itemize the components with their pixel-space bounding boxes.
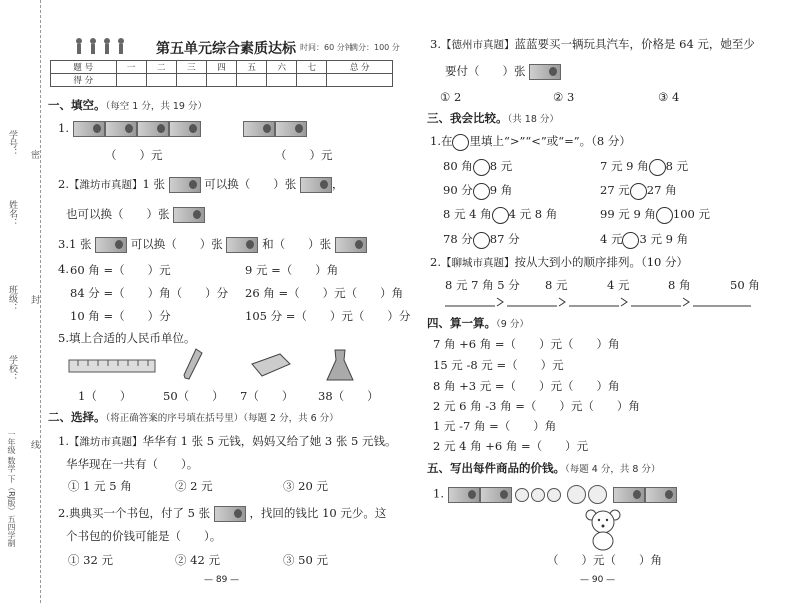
score-cell: 三 [176,61,206,74]
ordering-answer-line[interactable] [445,295,765,309]
score-input-cell[interactable] [206,74,236,87]
q1-3-row [58,236,367,253]
score-input-cell[interactable] [297,74,327,87]
order-item: 8 元 7 角 5 分 [445,278,520,292]
compare-right: 27 角 [646,183,677,197]
question-text: 填上合适的人民币单位。 [68,331,196,345]
seal-mark-2: 封 [29,295,39,304]
source-tag: 【德州市真题】 [440,39,515,51]
compare-item [600,182,677,200]
question-text: ，找回的钱比 10 元少。这 [249,506,387,520]
question-number: 1. [430,134,441,148]
unit-blank[interactable]: 38（ ） [318,389,379,403]
full-score: 满分：100 分 [350,43,400,52]
section-note: （每空 1 分，共 19 分） [105,101,207,112]
compare-item [600,231,688,249]
section-5-heading [427,460,660,476]
name-label: 姓名： [7,200,17,227]
question-number: 2. [430,255,441,269]
q2-2-row [58,505,386,522]
compare-item [443,158,512,176]
option[interactable]: ② 2 元 [175,479,213,493]
banknote-icon [173,207,205,223]
banknote-icon [529,64,561,80]
compare-circle[interactable] [473,159,490,176]
banknote-icon [137,121,169,137]
compare-right: 8 元 [665,159,689,173]
compare-left: 4 元 [600,232,623,246]
student-id-label: 学号： [7,130,17,157]
unit-blank[interactable]: 7（ ） [240,389,294,403]
order-item: 4 元 [607,278,630,292]
compare-right: 3 元 9 角 [639,232,689,246]
q1-2-row [58,176,343,193]
compare-circle[interactable] [656,207,673,224]
score-cell: 五 [237,61,267,74]
calc-item[interactable]: 2 元 6 角 -3 角 =（ ）元（ ）角 [433,399,640,413]
question-text: 和（ ）张 [262,237,332,251]
question-text: 可以换（ ）张 [130,237,223,251]
question-text: 华华现在一共有（ ）。 [66,457,199,471]
banknote-icon [613,487,645,503]
q2-3-row-b [445,63,561,80]
compare-item [443,231,520,249]
banknote-icon [335,237,367,253]
compare-circle[interactable] [473,183,490,200]
banknote-icon [226,237,258,253]
compare-right: 87 分 [489,232,520,246]
right-page [405,0,800,603]
score-input-cell[interactable] [327,74,393,87]
question-number: 3. [58,237,69,251]
compare-left: 27 元 [600,183,630,197]
compare-item [600,158,688,176]
score-input-cell[interactable] [146,74,176,87]
option[interactable]: ① 2 [440,90,462,104]
order-item: 8 角 [668,278,691,292]
order-item: 8 元 [545,278,568,292]
banknote-icon [448,487,480,503]
banknote-icon [95,237,127,253]
score-table [50,60,393,87]
score-cell: 一 [116,61,146,74]
coin-icon [515,488,529,502]
compare-item [600,206,710,224]
section-title: 四、算一算。 [427,316,496,330]
question-text: 个书包的价钱可能是（ ）。 [66,529,222,543]
score-cell: 二 [146,61,176,74]
question-number: 1. [58,121,69,135]
compare-circle[interactable] [649,159,666,176]
page-number: — 89 — [204,575,240,585]
banknote-icon [243,121,275,137]
compare-left: 99 元 9 角 [600,207,656,221]
question-number: 3. [430,37,441,51]
question-number: 2. [58,506,69,520]
compare-circle[interactable] [473,232,490,249]
question-text: 按从大到小的顺序排列。（10 分） [514,255,689,269]
pencil-icon [182,348,204,382]
banknote-icon [300,177,332,193]
score-cell: 七 [297,61,327,74]
option[interactable]: ① 1 元 5 角 [68,479,132,493]
compare-circle[interactable] [622,232,639,249]
source-tag: 【潍坊市真题】 [68,436,143,448]
question-text: 1 张 [68,237,92,251]
question-text: 华华有 1 张 5 元钱，妈妈又给了她 3 张 5 元钱。 [142,434,397,448]
coin-icon [567,485,586,504]
conversion-item[interactable]: 9 元 =（ ）角 [245,263,339,277]
tissue-pack-icon [250,352,292,378]
section-1-heading [48,97,207,113]
question-number: 4. [58,262,69,276]
time-limit: 时间：60 分钟 [300,43,353,52]
q5-1-money-row [433,485,677,504]
section-note: （共 18 分） [507,114,559,125]
option[interactable]: ① 32 元 [68,553,113,567]
banknote-icon [105,121,137,137]
conversion-item[interactable]: 105 分 =（ ）元（ ）分 [245,309,411,323]
conversion-item[interactable]: 26 角 =（ ）元（ ）角 [245,286,404,300]
option[interactable]: ③ 50 元 [283,553,328,567]
score-cell: 题 号 [51,61,117,74]
section-title: 一、填空。 [48,98,106,112]
question-number: 2. [58,177,69,191]
compare-left: 80 角 [443,159,473,173]
section-2-heading [48,409,339,425]
source-tag: 【潍坊市真题】 [68,179,143,191]
option[interactable]: ③ 20 元 [283,479,328,493]
calc-item[interactable]: 8 角 +3 元 =（ ）元（ ）角 [433,379,620,393]
school-label: 学校： [7,355,17,382]
calc-item[interactable]: 2 元 4 角 +6 角 =（ ）元 [433,439,589,453]
calc-item[interactable]: 15 元 -8 元 =（ ）元 [433,358,564,372]
q1-1-notes [243,121,307,137]
banknote-icon [645,487,677,503]
score-cell: 六 [267,61,297,74]
answer-blank[interactable]: （ ）元 [275,148,333,162]
question-text: 在 [440,134,453,148]
compare-left: 8 元 4 角 [443,207,492,221]
q1-2-row-b [66,206,205,223]
compare-right: 4 元 8 角 [508,207,558,221]
kids-illustration-icon [72,36,128,58]
section-4-heading [427,315,529,331]
seal-mark: 密 [29,150,39,159]
score-input-cell[interactable] [237,74,267,87]
banknote-icon [169,121,201,137]
q3-2-row [430,254,688,270]
section-note: （9 分） [496,319,529,330]
score-cell: 总 分 [327,61,393,74]
score-input-cell[interactable] [267,74,297,87]
conversion-item[interactable]: 10 角 =（ ）分 [70,309,171,323]
question-text: 蓝蓝要买一辆玩具汽车，价格是 64 元，她至少 [514,37,755,51]
section-title: 三、我会比较。 [427,111,508,125]
option[interactable]: ② 3 [553,90,575,104]
conversion-item[interactable]: 60 角 =（ ）元 [70,263,171,277]
score-table-header-row [51,61,393,74]
score-cell: 得 分 [51,74,117,87]
coin-icon [547,488,561,502]
compare-left: 78 分 [443,232,473,246]
question-number: 1. [433,486,444,501]
question-number: 5. [58,331,69,345]
calc-item[interactable]: 1 元 -7 角 =（ ）角 [433,419,557,433]
binding-gutter [0,0,41,603]
compare-left: 7 元 9 角 [600,159,649,173]
question-number: 1. [58,434,69,448]
class-label: 班级： [7,285,17,312]
compare-item [443,182,512,200]
section-note: （将正确答案的序号填在括号里）（每题 2 分，共 6 分） [105,413,339,424]
banknote-icon [214,506,246,522]
banknote-icon [73,121,105,137]
order-item: 50 角 [730,278,760,292]
q1-1-row [58,121,201,137]
compare-left: 90 分 [443,183,473,197]
calc-item[interactable]: 7 角 +6 角 =（ ）元（ ）角 [433,337,620,351]
answer-blank[interactable]: （ ）元 [105,148,163,162]
dress-icon [325,348,355,382]
unit-blank[interactable]: 1（ ） [78,389,132,403]
page-title: 第五单元综合素质达标 [156,41,296,57]
compare-right: 8 元 [489,159,513,173]
compare-circle[interactable] [630,183,647,200]
unit-blank[interactable]: 50（ ） [163,389,224,403]
q2-1-row [58,433,397,449]
option[interactable]: ② 42 元 [175,553,220,567]
banknote-icon [275,121,307,137]
coin-icon [588,485,607,504]
q3-1-row [430,133,631,151]
question-text: 要付（ ）张 [445,64,526,78]
compare-circle[interactable] [492,207,509,224]
question-text: 可以换（ ）张 [204,177,297,191]
question-text: 里填上“>”“<”或“=”。（8 分） [469,134,631,148]
score-input-cell[interactable] [116,74,146,87]
option[interactable]: ③ 4 [658,90,680,104]
banknote-icon [169,177,201,193]
source-tag: 【聊城市真题】 [440,257,515,269]
question-text: 1 张 [142,177,165,191]
section-title: 五、写出每件商品的价钱。 [427,461,565,475]
banknote-icon [480,487,512,503]
section-note: （每题 4 分，共 8 分） [565,464,661,475]
circle-blank-icon [452,134,469,151]
compare-right: 9 角 [489,183,513,197]
question-text: 典典买一个书包，付了 5 张 [68,506,211,520]
ruler-icon [68,358,158,374]
q1-5-row [58,330,195,346]
coin-icon [531,488,545,502]
teddy-bear-icon [582,507,624,551]
score-cell: 四 [206,61,236,74]
score-table-score-row [51,74,393,87]
price-answer-blank[interactable]: （ ）元（ ）角 [547,553,662,567]
question-text: 也可以换（ ）张 [66,207,170,221]
compare-right: 100 元 [672,207,711,221]
section-3-heading [427,110,559,126]
question-text: ， [331,177,344,191]
score-input-cell[interactable] [176,74,206,87]
q2-3-row [430,36,755,52]
seal-mark-3: 线 [29,440,39,449]
compare-item [443,206,557,224]
page-number: — 90 — [580,575,616,585]
conversion-item[interactable]: 84 分 =（ ）角（ ）分 [70,286,229,300]
section-title: 二、选择。 [48,410,106,424]
book-label: 一年级 数学 下（RJ版）五四学制 [7,430,16,548]
